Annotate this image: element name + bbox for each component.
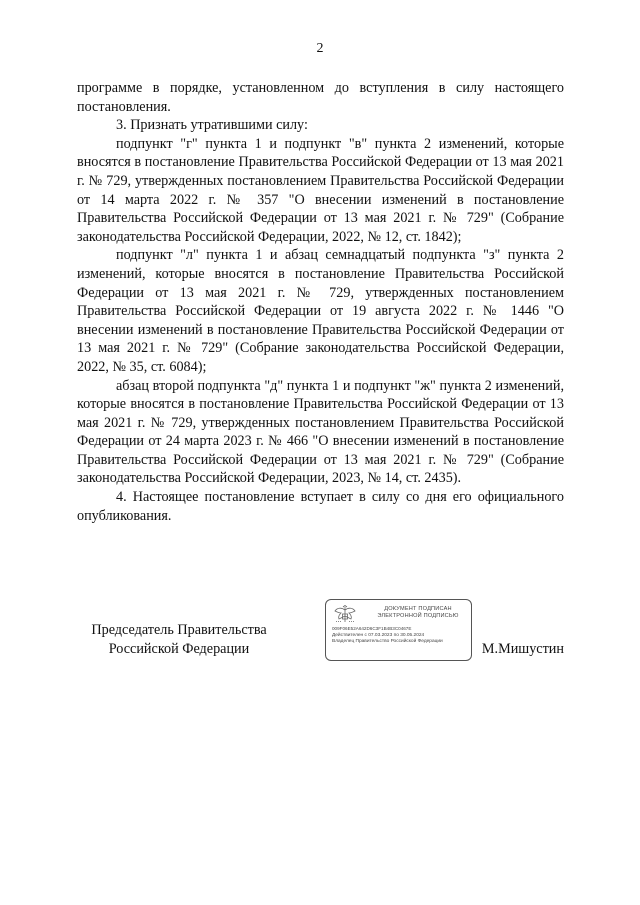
page-number: 2 [316, 41, 324, 56]
paragraph-subitem-g: подпункт "г" пункта 1 и подпункт "в" пункта 2 изменений, которые вносятся в постановление Правительства Российской Федерации от 13 мая 2021 г. № 729, утвержденных постановлением Правительства Российской Федерации от 14 марта 2022 г. № 357 "О внесении изменений в постановление Правительства Российской Федерации от 13 мая 2021 г. № 729" (Собрание законодательства Российской Федерации, 2022, № 12, ст. 1842); [77, 135, 564, 245]
certificate-owner: Владелец Правительство Российской Федерации [332, 639, 443, 644]
signatory-position-line1: Председатель Правительства [91, 622, 267, 638]
paragraph-subitem-d: абзац второй подпункта "д" пункта 1 и подпункт "ж" пункта 2 изменений, которые вносятся в постановление Правительства Российской Федерации от 13 мая 2021 г. № 729, утвержденных постановлением Правительства Российской Федерации от 24 марта 2023 г. № 466 "О внесении изменений в постановление Правительства Российской Федерации от 13 мая 2021 г. № 729" (Собрание законодательства Российской Федерации, 2023, № 14, ст. 2435). [77, 377, 564, 487]
document-body [77, 79, 564, 525]
stamp-title [368, 606, 468, 620]
certificate-serial: 009F06E52A642D6C3F1B4B3C0467E [332, 626, 412, 631]
paragraph-subitem-l: подпункт "л" пункта 1 и абзац семнадцатый подпункта "з" пункта 2 изменений, которые вносятся в постановление Правительства Российской Федерации от 13 мая 2021 г. № 729, утвержденных постановлением Правительства Российской Федерации от 19 августа 2022 г. № 1446 "О внесении изменений в постановление Правительства Российской Федерации от 13 мая 2021 г. № 729" (Собрание законодательства Российской Федерации, 2022, № 35, ст. 6084); [77, 247, 564, 375]
certificate-validity: Действителен с 07.03.2023 по 30.05.2024 [332, 633, 425, 638]
paragraph-item-4: 4. Настоящее постановление вступает в силу со дня его официального опубликования. [77, 489, 564, 524]
stamp-title-line2: ЭЛЕКТРОННОЙ ПОДПИСЬЮ [377, 613, 459, 619]
signatory-position [79, 621, 279, 658]
paragraph-item-3: 3. Признать утратившими силу: [116, 117, 308, 134]
stamp-title-line1: ДОКУМЕНТ ПОДПИСАН [384, 606, 452, 612]
signatory-name: М.Мишустин [481, 641, 564, 657]
signatory-position-line2: Российской Федерации [108, 640, 250, 657]
paragraph-continuation: программе в порядке, установленном до вступления в силу настоящего постановления. [77, 80, 564, 115]
electronic-signature-stamp [325, 599, 472, 661]
certificate-details [332, 633, 468, 645]
coat-of-arms-icon [333, 605, 357, 624]
